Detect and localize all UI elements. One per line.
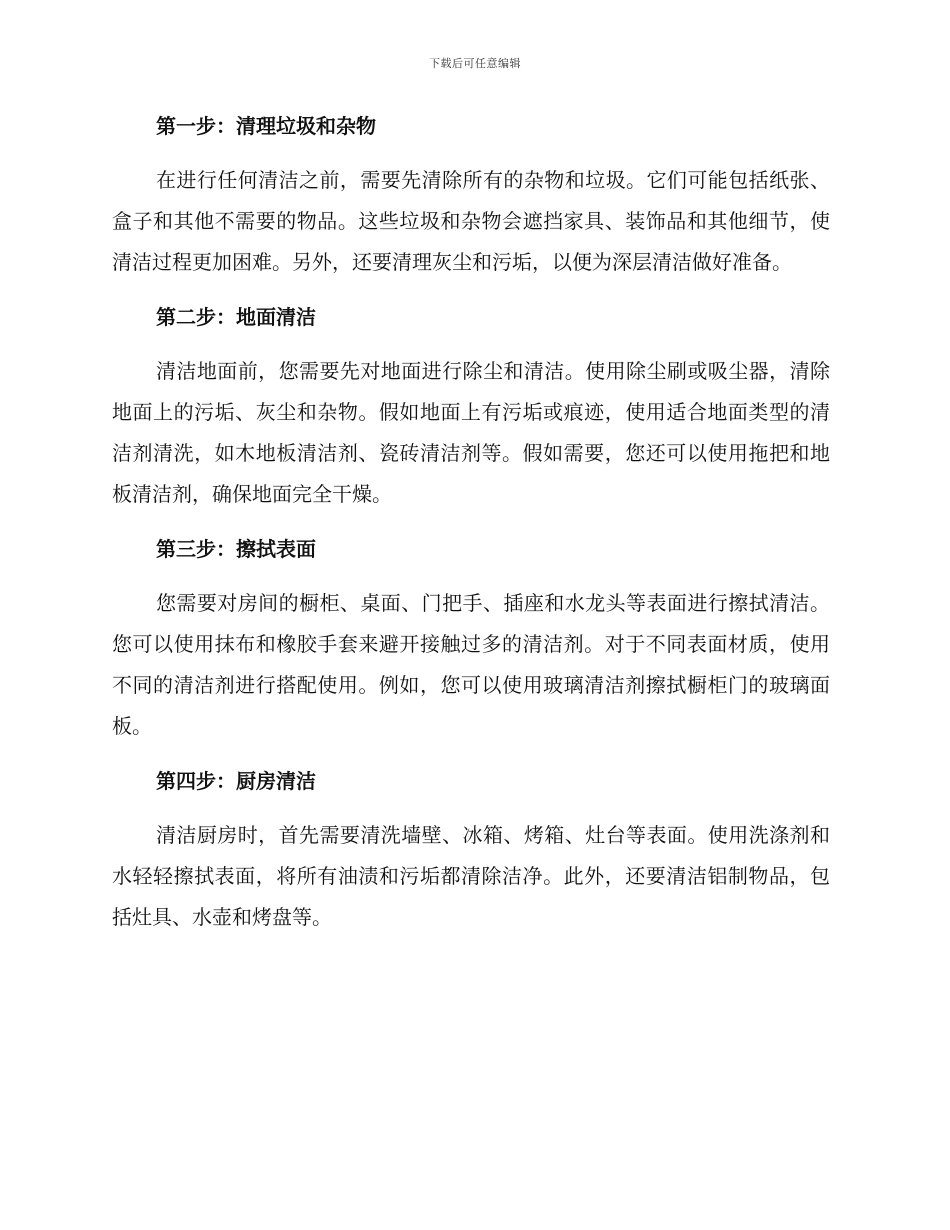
header-note: 下载后可任意编辑 — [429, 57, 521, 70]
section-body-step-1: 在进行任何清洁之前，需要先清除所有的杂物和垃圾。它们可能包括纸张、盒子和其他不需要的物品。这些垃圾和杂物会遮挡家具、装饰品和其他细节，使清洁过程更加困难。另外，还要清理灰尘和污垢，以便为深层清洁做好准备。 — [112, 168, 830, 274]
section-heading-step-4: 第四步：厨房清洁 — [156, 769, 316, 793]
section-body-step-3: 您需要对房间的橱柜、桌面、门把手、插座和水龙头等表面进行擦拭清洁。您可以使用抹布和橡胶手套来避开接触过多的清洁剂。对于不同表面材质，使用不同的清洁剂进行搭配使用。例如，您可以使用玻璃清洁剂擦拭橱柜门的玻璃面板。 — [112, 591, 830, 738]
section-heading-step-3: 第三步：擦拭表面 — [156, 537, 316, 561]
section-heading-step-1: 第一步：清理垃圾和杂物 — [156, 114, 376, 138]
section-body-step-2: 清洁地面前，您需要先对地面进行除尘和清洁。使用除尘刷或吸尘器，清除地面上的污垢、灰尘和杂物。假如地面上有污垢或痕迹，使用适合地面类型的清洁剂清洗，如木地板清洁剂、瓷砖清洁剂等。假如需要，您还可以使用拖把和地板清洁剂，确保地面完全干燥。 — [112, 359, 830, 506]
document-content — [112, 106, 830, 952]
section-heading-step-2: 第二步：地面清洁 — [156, 305, 316, 329]
section-body-step-4: 清洁厨房时，首先需要清洗墙壁、冰箱、烤箱、灶台等表面。使用洗涤剂和水轻轻擦拭表面，将所有油渍和污垢都清除洁净。此外，还要清洁铝制物品，包括灶具、水壶和烤盘等。 — [112, 823, 830, 929]
